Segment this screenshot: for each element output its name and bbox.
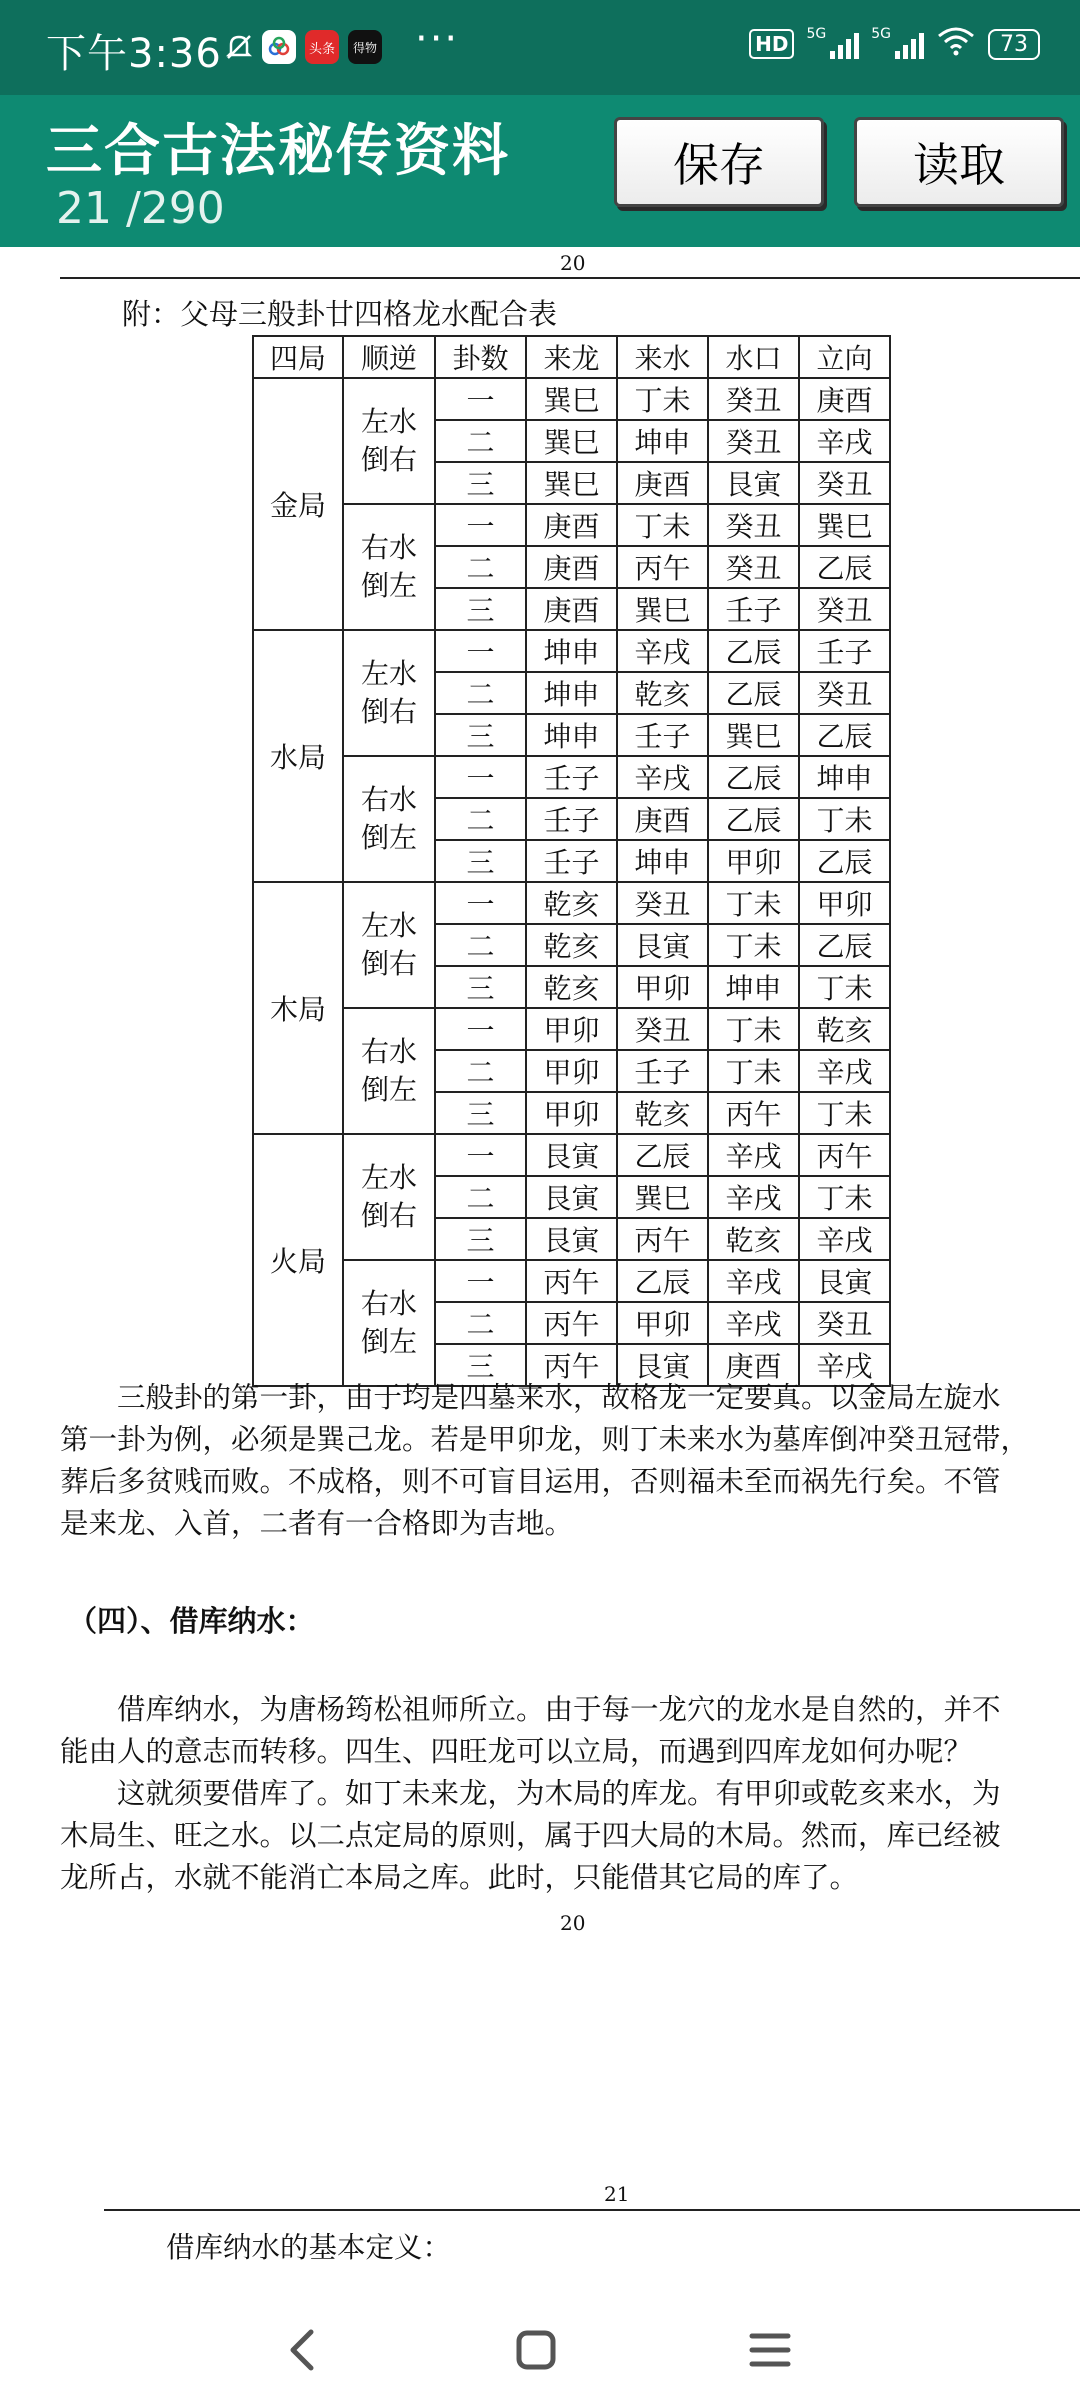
table-cell: 乙辰 <box>708 798 799 840</box>
table-row <box>253 630 890 672</box>
menu-icon[interactable] <box>740 2322 800 2378</box>
table-cell: 辛戌 <box>799 1050 890 1092</box>
ju-cell: 水局 <box>253 630 343 882</box>
table-row <box>253 1134 890 1176</box>
ju-cell: 木局 <box>253 882 343 1134</box>
table-cell: 壬子 <box>617 1050 708 1092</box>
table-cell: 乙辰 <box>617 1260 708 1302</box>
paragraph-jie-ku-na-shui <box>60 1689 1080 1899</box>
text-line: 能由人的意志而转移。四生、四旺龙可以立局，而遇到四库龙如何办呢？ <box>60 1735 973 1768</box>
table-cell: 乾亥 <box>526 882 617 924</box>
table-cell: 乙辰 <box>708 672 799 714</box>
table-cell: 辛戌 <box>617 630 708 672</box>
direction-cell: 右水倒左 <box>343 1008 435 1134</box>
table-cell: 乙辰 <box>799 840 890 882</box>
table-cell: 乾亥 <box>526 966 617 1008</box>
table-cell: 癸丑 <box>708 546 799 588</box>
table-cell: 丁未 <box>708 1008 799 1050</box>
table-cell: 癸丑 <box>617 1008 708 1050</box>
table-row <box>253 1260 890 1302</box>
text-line: 是来龙、入首，二者有一合格即为吉地。 <box>60 1507 574 1540</box>
ju-cell: 金局 <box>253 378 343 630</box>
table-cell: 一 <box>435 1260 526 1302</box>
table-cell: 巽巳 <box>526 462 617 504</box>
signal-bars-icon-2 <box>895 29 924 59</box>
table-cell: 丙午 <box>708 1092 799 1134</box>
table-cell: 坤申 <box>526 630 617 672</box>
table-cell: 一 <box>435 1008 526 1050</box>
direction-cell: 右水倒左 <box>343 1260 435 1386</box>
table-cell: 一 <box>435 756 526 798</box>
table-cell: 一 <box>435 882 526 924</box>
text-line: 龙所占，水就不能消亡本局之库。此时，只能借其它局的库了。 <box>60 1861 859 1894</box>
direction-cell: 左水倒右 <box>343 378 435 504</box>
table-cell: 三 <box>435 966 526 1008</box>
table-cell: 二 <box>435 1050 526 1092</box>
load-button[interactable]: 读取 <box>854 117 1064 207</box>
table-cell: 壬子 <box>526 756 617 798</box>
navigation-bar <box>0 2300 1080 2400</box>
ju-cell: 火局 <box>253 1134 343 1386</box>
table-cell: 二 <box>435 924 526 966</box>
table-row <box>253 1008 890 1050</box>
text-line: 借库纳水，为唐杨筠松祖师所立。由于每一龙穴的龙水是自然的，并不 <box>60 1693 1001 1726</box>
table-cell: 巽巳 <box>526 420 617 462</box>
section-heading: （四）、借库纳水： <box>68 1604 315 1638</box>
table-cell: 庚酉 <box>617 462 708 504</box>
table-cell: 丁未 <box>799 966 890 1008</box>
table-cell: 巽巳 <box>708 714 799 756</box>
table-cell: 庚酉 <box>799 378 890 420</box>
table-cell: 丁未 <box>617 378 708 420</box>
table-cell: 辛戌 <box>617 756 708 798</box>
page-header-number: 20 <box>560 251 586 275</box>
table-cell: 一 <box>435 504 526 546</box>
direction-cell: 左水倒右 <box>343 1134 435 1260</box>
table-cell: 乾亥 <box>708 1218 799 1260</box>
table-cell: 癸丑 <box>617 882 708 924</box>
table-cell: 艮寅 <box>526 1134 617 1176</box>
text-line: 三般卦的第一卦，由于均是四墓来水，故格龙一定要真。以金局左旋水 <box>60 1381 1001 1414</box>
back-icon[interactable] <box>272 2322 332 2378</box>
table-cell: 巽巳 <box>617 588 708 630</box>
app-bar <box>0 95 1080 247</box>
table-cell: 丁未 <box>799 1176 890 1218</box>
table-cell: 艮寅 <box>617 1344 708 1386</box>
text-line: 木局生、旺之水。以二点定局的原则，属于四大局的木局。然而，库已经被 <box>60 1819 1001 1852</box>
table-cell: 辛戌 <box>708 1302 799 1344</box>
paragraph-san-ban-gua <box>60 1377 1080 1545</box>
table-cell: 三 <box>435 1344 526 1386</box>
table-cell: 辛戌 <box>799 1218 890 1260</box>
pairing-table <box>252 335 891 1387</box>
table-cell: 一 <box>435 378 526 420</box>
table-cell: 乾亥 <box>617 1092 708 1134</box>
table-cell: 坤申 <box>526 714 617 756</box>
text-line: 这就须要借库了。如丁未来龙，为木局的库龙。有甲卯或乾亥来水，为 <box>60 1777 1001 1810</box>
table-header-cell: 来水 <box>617 336 708 378</box>
table-cell: 三 <box>435 588 526 630</box>
table-cell: 壬子 <box>617 714 708 756</box>
table-header-cell: 来龙 <box>526 336 617 378</box>
table-cell: 坤申 <box>799 756 890 798</box>
document-viewer[interactable] <box>0 247 1080 2300</box>
table-cell: 巽巳 <box>526 378 617 420</box>
wifi-icon <box>936 26 976 62</box>
table-cell: 二 <box>435 798 526 840</box>
next-page-rule <box>104 2209 1080 2211</box>
table-cell: 三 <box>435 840 526 882</box>
app-title: 三合古法秘传资料 <box>46 119 510 184</box>
toutiao-app-icon: 头条 <box>305 30 339 64</box>
table-caption: 附：父母三般卦廿四格龙水配合表 <box>122 297 558 331</box>
direction-cell: 左水倒右 <box>343 630 435 756</box>
table-cell: 乙辰 <box>799 546 890 588</box>
table-cell: 乙辰 <box>617 1134 708 1176</box>
status-indicators <box>749 26 1040 62</box>
table-cell: 乙辰 <box>708 756 799 798</box>
direction-cell: 右水倒左 <box>343 504 435 630</box>
table-cell: 丙午 <box>526 1260 617 1302</box>
signal-5g-label-2: 5G <box>871 26 891 42</box>
text-line: 葬后多贫贱而败。不成格，则不可盲目运用，否则福未至而祸先行矣。不管 <box>60 1465 1001 1498</box>
signal-bars-icon <box>830 29 859 59</box>
more-notifications-icon: ··· <box>415 16 460 62</box>
table-cell: 癸丑 <box>799 462 890 504</box>
table-cell: 丙午 <box>526 1344 617 1386</box>
table-cell: 丁未 <box>708 924 799 966</box>
table-cell: 庚酉 <box>526 504 617 546</box>
table-cell: 辛戌 <box>708 1176 799 1218</box>
table-cell: 壬子 <box>708 588 799 630</box>
table-cell: 甲卯 <box>617 1302 708 1344</box>
table-cell: 丁未 <box>617 504 708 546</box>
table-cell: 辛戌 <box>708 1134 799 1176</box>
table-cell: 二 <box>435 672 526 714</box>
table-cell: 壬子 <box>526 798 617 840</box>
table-row <box>253 504 890 546</box>
dewu-app-icon: 得物 <box>348 30 382 64</box>
table-row <box>253 756 890 798</box>
table-cell: 甲卯 <box>617 966 708 1008</box>
table-header-cell: 卦数 <box>435 336 526 378</box>
table-cell: 巽巳 <box>799 504 890 546</box>
signal-5g-label: 5G <box>806 26 827 42</box>
status-time: 下午3:36 <box>46 31 222 77</box>
table-header-cell: 四局 <box>253 336 343 378</box>
table-cell: 癸丑 <box>799 672 890 714</box>
next-page-number: 21 <box>604 2182 630 2206</box>
table-cell: 癸丑 <box>708 504 799 546</box>
text-line: 第一卦为例，必须是巽己龙。若是甲卯龙，则丁未来水为墓库倒冲癸丑冠带， <box>60 1423 1030 1456</box>
cloud-app-icon <box>262 30 296 64</box>
battery-icon: 73 <box>988 29 1040 60</box>
table-cell: 坤申 <box>617 420 708 462</box>
table-cell: 艮寅 <box>708 462 799 504</box>
table-cell: 甲卯 <box>526 1092 617 1134</box>
status-bar <box>0 0 1080 95</box>
table-header-cell: 水口 <box>708 336 799 378</box>
table-cell: 丁未 <box>799 798 890 840</box>
table-cell: 壬子 <box>799 630 890 672</box>
table-cell: 三 <box>435 714 526 756</box>
table-cell: 庚酉 <box>526 588 617 630</box>
table-cell: 甲卯 <box>526 1050 617 1092</box>
table-cell: 三 <box>435 1092 526 1134</box>
table-cell: 坤申 <box>526 672 617 714</box>
table-cell: 癸丑 <box>799 588 890 630</box>
table-cell: 丁未 <box>708 1050 799 1092</box>
table-cell: 庚酉 <box>617 798 708 840</box>
hd-voice-icon: HD <box>749 29 794 59</box>
table-cell: 丁未 <box>708 882 799 924</box>
table-cell: 辛戌 <box>799 1344 890 1386</box>
table-cell: 庚酉 <box>708 1344 799 1386</box>
table-cell: 甲卯 <box>526 1008 617 1050</box>
table-cell: 甲卯 <box>708 840 799 882</box>
header-rule <box>60 277 1080 279</box>
table-cell: 二 <box>435 1302 526 1344</box>
home-icon[interactable] <box>506 2322 566 2378</box>
table-cell: 乙辰 <box>708 630 799 672</box>
table-cell: 巽巳 <box>617 1176 708 1218</box>
table-cell: 丙午 <box>799 1134 890 1176</box>
table-cell: 乾亥 <box>617 672 708 714</box>
table-cell: 艮寅 <box>526 1218 617 1260</box>
table-cell: 癸丑 <box>799 1302 890 1344</box>
table-cell: 癸丑 <box>708 420 799 462</box>
save-button[interactable]: 保存 <box>614 117 824 207</box>
table-cell: 坤申 <box>617 840 708 882</box>
table-cell: 壬子 <box>526 840 617 882</box>
table-cell: 艮寅 <box>617 924 708 966</box>
table-cell: 一 <box>435 630 526 672</box>
table-cell: 乾亥 <box>799 1008 890 1050</box>
table-cell: 二 <box>435 420 526 462</box>
table-cell: 一 <box>435 1134 526 1176</box>
table-cell: 乙辰 <box>799 714 890 756</box>
table-cell: 坤申 <box>708 966 799 1008</box>
next-page-text: 借库纳水的基本定义： <box>166 2231 452 2264</box>
page-indicator: 21 /290 <box>56 183 225 234</box>
table-header-row <box>253 336 890 378</box>
table-row <box>253 882 890 924</box>
table-cell: 乾亥 <box>526 924 617 966</box>
table-cell: 丙午 <box>617 546 708 588</box>
page-footer-number: 20 <box>560 1911 586 1935</box>
table-body <box>253 378 890 1386</box>
mute-bell-icon <box>222 30 256 64</box>
table-cell: 艮寅 <box>526 1176 617 1218</box>
table-header-cell: 立向 <box>799 336 890 378</box>
table-header-cell: 顺逆 <box>343 336 435 378</box>
table-cell: 丙午 <box>617 1218 708 1260</box>
table-cell: 二 <box>435 1176 526 1218</box>
table-cell: 三 <box>435 1218 526 1260</box>
table-cell: 乙辰 <box>799 924 890 966</box>
table-cell: 艮寅 <box>799 1260 890 1302</box>
table-cell: 辛戌 <box>799 420 890 462</box>
table-cell: 癸丑 <box>708 378 799 420</box>
direction-cell: 右水倒左 <box>343 756 435 882</box>
table-cell: 丁未 <box>799 1092 890 1134</box>
direction-cell: 左水倒右 <box>343 882 435 1008</box>
table-cell: 甲卯 <box>799 882 890 924</box>
table-cell: 二 <box>435 546 526 588</box>
table-cell: 辛戌 <box>708 1260 799 1302</box>
table-cell: 丙午 <box>526 1302 617 1344</box>
table-row <box>253 378 890 420</box>
table-cell: 三 <box>435 462 526 504</box>
table-cell: 庚酉 <box>526 546 617 588</box>
